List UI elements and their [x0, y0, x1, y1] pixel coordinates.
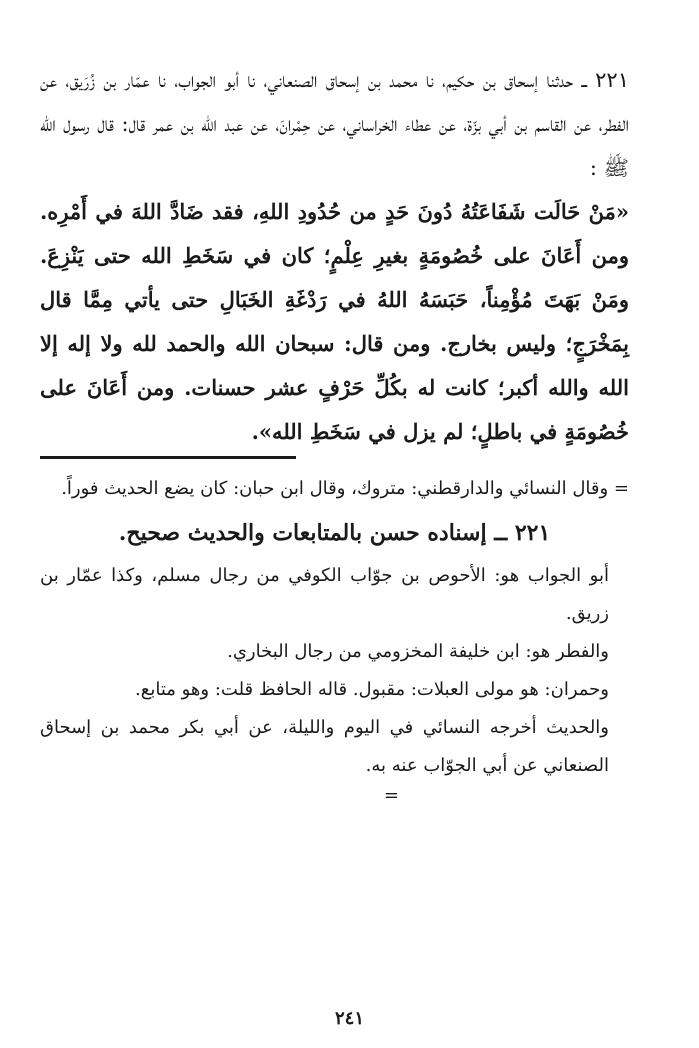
- commentary-line: أبو الجواب هو: الأحوص بن جوّاب الكوفي من رجال مسلم، وكذا عمّار بن زريق.: [40, 565, 609, 624]
- hadith-matn: «مَنْ حَالَت شَفَاعَتُهُ دُونَ حَدٍ من حُدُودِ اللهِ، فقد ضَادَّ اللهَ في أَمْرِه. ومن أَعَانَ على خُصُومَةٍ بغيرِ عِلْمٍ؛ كان في سَخَطِ الله حتى يَنْزِعَ. ومَنْ بَهَتَ مُؤْمِناً، حَبَسَهُ اللهُ في رَدْغَةِ الخَبَالِ حتى يأتي مِمَّا قال بِمَخْرَجٍ؛ وليس بخارج. ومن قال: سبحان الله والحمد لله ولا إله إلا الله والله أكبر؛ كانت له بكُلِّ حَرْفٍ عشر حسنات. ومن أَعَانَ على خُصُومَةٍ في باطلٍ؛ لم يزل في سَخَطِ الله».: [40, 199, 629, 444]
- commentary-heading: ٢٢١ ــ إسناده حسن بالمتابعات والحديث صحيح.: [118, 520, 551, 546]
- commentary-block: [40, 513, 629, 806]
- footnote-divider: [40, 456, 296, 459]
- hadith-block: [40, 58, 629, 454]
- page-content: [40, 58, 629, 806]
- continuation-mark: =: [383, 785, 399, 806]
- footnote-text: = وقال النسائي والدارقطني: متروك، وقال ابن حبان: كان يضع الحديث فوراً.: [61, 478, 629, 499]
- page-number: ٢٤١: [334, 1008, 364, 1029]
- commentary-line: والفطر هو: ابن خليفة المخزومي من رجال البخاري.: [227, 641, 609, 662]
- commentary-line: والحديث أخرجه النسائي في اليوم والليلة، عن أبي بكر محمد بن إسحاق الصنعاني عن أبي الجوّاب عنه به.: [40, 717, 609, 776]
- hadith-isnad: ٢٢١ ــ حدثنا إسحاق بن حكيم، نا محمد بن إسحاق الصنعاني، نا أبو الجواب، نا عمّار بن زُرَيق، عن الفطر، عن القاسم بن أبي بزّة، عن عطاء الخراساني، عن حِمْرانَ، عن عبد الله بن عمر قال: قال رسول الله ﷺ :: [40, 68, 629, 180]
- commentary-line: وحمران: هو مولى العبلات: مقبول. قاله الحافظ قلت: وهو متابع.: [135, 679, 609, 700]
